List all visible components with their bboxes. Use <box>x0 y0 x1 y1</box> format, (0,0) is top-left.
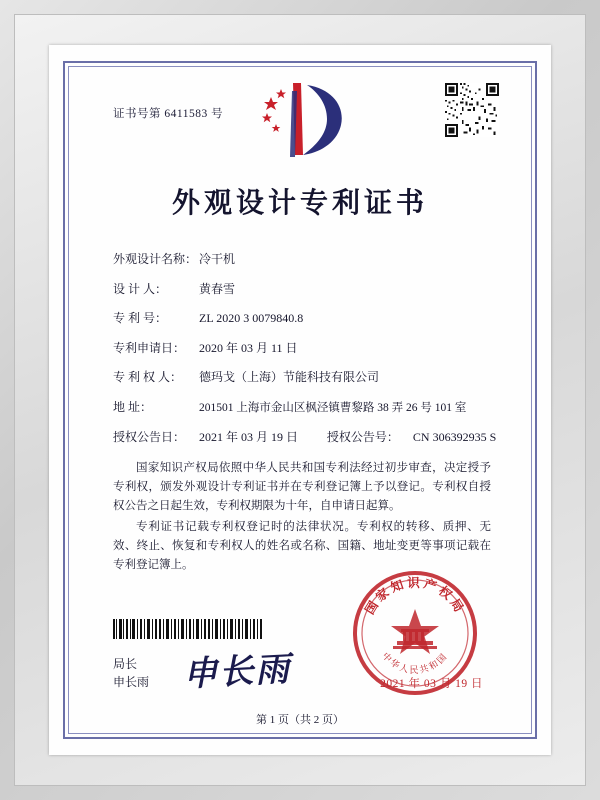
signature-title: 局长 <box>113 657 138 671</box>
field-label: 地 址： <box>113 399 153 414</box>
handwritten-signature: 申长雨 <box>182 651 293 694</box>
field-value: 2021 年 03 月 19 日 <box>199 430 299 444</box>
field-value: 2020 年 03 月 11 日 <box>199 340 298 355</box>
page-footer: 第 1 页（共 2 页） <box>256 714 344 726</box>
svg-text:中华人民共和国: 中华人民共和国 <box>380 650 450 675</box>
field-patentee <box>113 369 495 385</box>
field-value: 黄春雪 <box>199 281 236 296</box>
field-label: 专 利 权 人： <box>113 370 183 384</box>
field-label: 外观设计名称： <box>113 252 198 266</box>
signature-name: 申长雨 <box>113 675 150 689</box>
field-label: 专 利 号： <box>113 311 168 325</box>
field-grant-publication-number <box>327 429 496 445</box>
field-label: 设 计 人： <box>113 281 168 296</box>
field-design-name <box>113 251 495 267</box>
certificate-content <box>79 75 521 727</box>
field-value: CN 306392935 S <box>412 430 497 444</box>
field-designer <box>113 281 495 297</box>
cnipa-logo-icon <box>245 79 355 161</box>
legal-paragraph-1: 国家知识产权局依照中华人民共和国专利法经过初步审查，决定授予专利权，颁发外观设计专利证书并在专利登记簿上予以登记。专利权自授权公告之日起生效，专利权期限为十年，自申请日起算。 <box>113 462 491 512</box>
field-value: 冷干机 <box>199 252 236 266</box>
field-grant-row <box>113 429 495 445</box>
certificate-number: 证书号第 6411583 号 <box>113 108 224 120</box>
field-value: 德玛戈（上海）节能科技有限公司 <box>199 370 380 384</box>
signature-block <box>113 655 149 691</box>
field-application-date <box>113 340 495 356</box>
certificate-header <box>79 75 521 167</box>
qr-code <box>445 83 499 137</box>
field-grant-date <box>113 429 327 445</box>
certificate-paper <box>49 45 551 755</box>
seal-date: 2021 年 03 月 19 日 <box>380 678 483 690</box>
photo-frame <box>14 14 586 786</box>
svg-text:国家知识产权局: 国家知识产权局 <box>362 576 468 617</box>
field-value: ZL 2020 3 0079840.8 <box>199 311 304 325</box>
field-label: 授权公告号： <box>326 430 399 444</box>
field-list <box>79 251 521 445</box>
field-value: 201501 上海市金山区枫泾镇曹黎路 38 弄 26 号 101 室 <box>199 401 467 414</box>
field-patent-number <box>113 310 495 326</box>
legal-paragraph-2: 专利证书记载专利权登记时的法律状况。专利权的转移、质押、无效、终止、恢复和专利权人的姓名或名称、国籍、地址变更等事项记载在专利登记簿上。 <box>113 521 491 571</box>
field-label: 授权公告日： <box>113 430 186 444</box>
legal-text <box>79 459 521 575</box>
field-address <box>113 399 495 416</box>
page-title: 外观设计专利证书 <box>171 188 428 219</box>
field-label: 专利申请日： <box>113 340 186 355</box>
barcode <box>113 619 263 639</box>
